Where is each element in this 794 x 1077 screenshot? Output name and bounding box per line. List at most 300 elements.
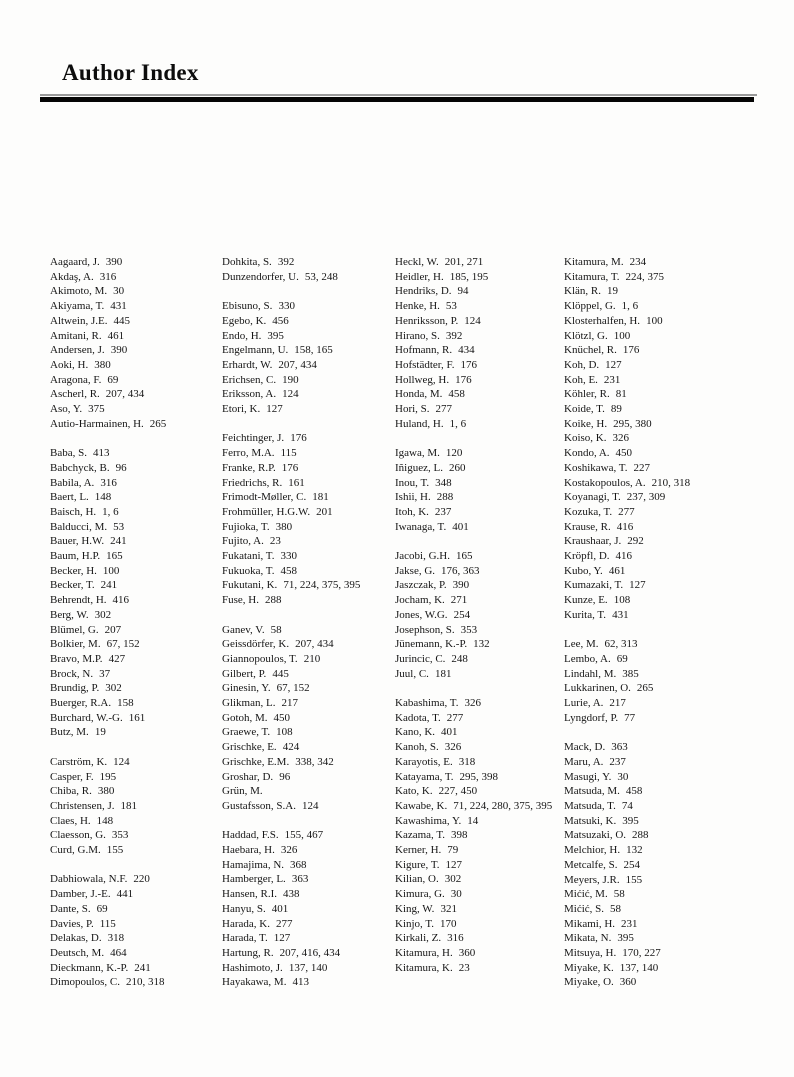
- author-entry: [395, 667, 571, 682]
- author-pages: 37: [99, 667, 111, 680]
- author-entry: [222, 564, 398, 579]
- author-name: Franke, R.P.: [222, 461, 276, 474]
- author-pages: 330: [278, 300, 295, 313]
- author-pages: 58: [610, 902, 622, 915]
- author-pages: 201, 271: [444, 256, 484, 268]
- author-name: Erhardt, W.: [222, 358, 273, 371]
- author-entry: [564, 431, 756, 446]
- author-name: Metcalfe, S.: [564, 858, 618, 871]
- author-entry: [222, 931, 398, 946]
- author-pages: 318: [458, 755, 476, 768]
- author-entry: [564, 681, 756, 696]
- author-entry: [50, 358, 226, 373]
- author-name: Masugi, Y.: [564, 770, 612, 783]
- author-entry: [395, 461, 571, 476]
- author-entry: [395, 799, 571, 814]
- author-pages: 375: [88, 403, 105, 416]
- author-entry: [222, 343, 398, 358]
- author-name: Akimoto, M.: [50, 285, 108, 298]
- author-name: Hollweg, H.: [395, 373, 450, 386]
- author-pages: 96: [279, 770, 291, 783]
- author-pages: 302: [105, 682, 122, 695]
- author-name: Ishii, H.: [395, 491, 431, 504]
- author-name: Glikman, L.: [222, 697, 276, 710]
- author-name: Carström, K.: [50, 755, 108, 768]
- author-pages: 71, 224, 280, 375, 395: [453, 799, 553, 812]
- author-pages: 424: [282, 741, 300, 754]
- author-entry: [50, 961, 226, 976]
- author-entry: [395, 490, 571, 505]
- author-entry: [50, 608, 226, 623]
- author-pages: 321: [440, 902, 457, 915]
- author-name: Buerger, R.A.: [50, 697, 112, 710]
- author-pages: 401: [441, 726, 458, 739]
- author-name: Brock, N.: [50, 667, 94, 680]
- author-pages: 62, 313: [604, 638, 638, 651]
- author-pages: 390: [110, 344, 128, 357]
- author-name: Egebo, K.: [222, 314, 267, 327]
- author-entry: [564, 931, 756, 946]
- author-name: Hori, S.: [395, 403, 430, 416]
- author-pages: 217: [609, 697, 626, 710]
- author-pages: 23: [458, 961, 470, 974]
- author-pages: 277: [435, 403, 453, 416]
- author-entry: [564, 902, 756, 917]
- author-name: Frimodt-Møller, C.: [222, 491, 307, 504]
- author-name: Haddad, F.S.: [222, 829, 279, 842]
- author-pages: 19: [606, 285, 618, 298]
- author-name: Bolkier, M.: [50, 638, 101, 651]
- author-pages: 348: [435, 476, 452, 489]
- author-pages: 295, 398: [459, 770, 499, 783]
- author-entry: [222, 461, 398, 476]
- author-pages: 395: [267, 329, 284, 342]
- author-entry: [564, 873, 756, 888]
- author-pages: 137, 140: [619, 961, 659, 974]
- header-rule-thin: [40, 94, 757, 96]
- author-name: Koide, T.: [564, 403, 605, 416]
- author-name: Dante, S.: [50, 902, 91, 915]
- author-pages: 74: [621, 799, 633, 812]
- author-entry: [50, 402, 226, 417]
- author-entry: [395, 740, 571, 755]
- author-entry: [564, 608, 756, 623]
- author-entry: [222, 387, 398, 402]
- author-entry: [50, 828, 226, 843]
- author-pages: 161: [288, 476, 305, 489]
- author-pages: 210, 318: [651, 476, 691, 489]
- author-name: Kozuka, T.: [564, 505, 613, 518]
- author-name: Ganev, V.: [222, 623, 265, 636]
- author-entry: [395, 343, 571, 358]
- author-name: Fukuoka, T.: [222, 564, 275, 577]
- author-name: Heidler, H.: [395, 270, 444, 283]
- author-pages: 124: [301, 799, 319, 812]
- index-column-2: [222, 255, 398, 990]
- author-name: Klöppel, G.: [564, 300, 616, 313]
- author-name: Iñiguez, L.: [395, 461, 443, 474]
- author-group: [50, 255, 226, 431]
- author-name: Frohmüller, H.G.W.: [222, 505, 311, 518]
- author-entry: [50, 255, 226, 270]
- author-pages: 464: [110, 947, 127, 959]
- author-entry: [564, 828, 756, 843]
- author-pages: 137, 140: [288, 961, 328, 974]
- author-group: [395, 255, 571, 431]
- author-pages: 401: [452, 520, 469, 533]
- author-pages: 302: [94, 608, 112, 621]
- author-pages: 254: [453, 608, 471, 621]
- author-entry: [222, 828, 398, 843]
- author-entry: [222, 402, 398, 417]
- author-name: Juul, C.: [395, 667, 429, 680]
- author-name: Akdaş, A.: [50, 270, 94, 283]
- author-name: Hamberger, L.: [222, 873, 286, 886]
- author-pages: 237, 309: [626, 491, 666, 504]
- author-entry: [395, 387, 571, 402]
- author-name: Kinjo, T.: [395, 917, 435, 930]
- author-pages: 395: [622, 814, 639, 827]
- author-pages: 170, 227: [622, 947, 661, 960]
- author-entry: [222, 652, 398, 667]
- author-name: Klän, R.: [564, 285, 601, 298]
- author-name: Harada, K.: [222, 917, 270, 930]
- author-name: Maru, A.: [564, 755, 604, 768]
- author-pages: 248: [451, 652, 468, 665]
- author-name: Ascherl, R.: [50, 388, 100, 401]
- author-name: Dabhiowala, N.F.: [50, 873, 128, 886]
- author-name: Koiso, K.: [564, 432, 607, 445]
- author-entry: [50, 843, 226, 858]
- author-entry: [395, 564, 571, 579]
- author-pages: 100: [646, 314, 663, 327]
- author-name: Becker, T.: [50, 579, 95, 592]
- author-name: Jaszczak, P.: [395, 579, 447, 592]
- author-entry: [50, 549, 226, 564]
- author-name: Hayakawa, M.: [222, 976, 287, 989]
- author-entry: [222, 505, 398, 520]
- author-entry: [395, 828, 571, 843]
- author-pages: 241: [100, 579, 118, 592]
- author-entry: [395, 623, 571, 638]
- author-entry: [564, 476, 756, 491]
- author-name: Geissdörfer, K.: [222, 638, 290, 651]
- author-name: Inou, T.: [395, 476, 430, 489]
- author-pages: 53: [445, 300, 457, 313]
- author-pages: 450: [273, 711, 291, 724]
- author-entry: [50, 946, 226, 961]
- author-group: [222, 828, 398, 990]
- author-entry: [50, 461, 226, 476]
- author-entry: [564, 299, 756, 314]
- author-group: [222, 623, 398, 814]
- author-entry: [50, 373, 226, 388]
- author-name: Graewe, T.: [222, 726, 271, 739]
- author-name: Haebara, H.: [222, 844, 275, 857]
- author-entry: [564, 975, 756, 990]
- author-entry: [395, 417, 571, 432]
- author-name: Mićić, S.: [564, 902, 605, 915]
- author-name: Altwein, J.E.: [50, 314, 108, 327]
- author-name: Baum, H.P.: [50, 550, 101, 563]
- author-name: Autio-Harmainen, H.: [50, 417, 144, 430]
- author-entry: [395, 549, 571, 564]
- author-name: Kawashima, Y.: [395, 814, 462, 827]
- author-entry: [395, 270, 571, 285]
- author-entry: [564, 961, 756, 976]
- author-pages: 441: [116, 888, 134, 901]
- page-title: Author Index: [62, 60, 199, 85]
- author-entry: [395, 402, 571, 417]
- author-pages: 438: [283, 888, 300, 901]
- author-name: Eriksson, A.: [222, 388, 277, 401]
- author-pages: 30: [617, 770, 629, 783]
- author-pages: 231: [621, 917, 638, 930]
- author-entry: [222, 887, 398, 902]
- author-name: Heckl, W.: [395, 256, 439, 268]
- author-pages: 161: [128, 711, 146, 724]
- author-name: Köhler, R.: [564, 388, 610, 401]
- author-pages: 227, 450: [438, 785, 478, 798]
- author-name: Kadota, T.: [395, 711, 441, 724]
- author-entry: [564, 814, 756, 829]
- author-entry: [222, 770, 398, 785]
- author-entry: [50, 902, 226, 917]
- author-pages: 288: [436, 491, 454, 504]
- author-name: Blümel, G.: [50, 623, 99, 636]
- author-pages: 207, 434: [105, 388, 145, 401]
- author-pages: 207, 434: [295, 638, 334, 651]
- author-pages: 338, 342: [295, 755, 334, 768]
- author-pages: 458: [448, 388, 465, 401]
- author-pages: 181: [120, 799, 137, 812]
- author-pages: 124: [113, 755, 130, 768]
- author-pages: 401: [271, 902, 289, 915]
- author-entry: [564, 314, 756, 329]
- author-name: Aagaard, J.: [50, 256, 100, 268]
- author-name: Ferro, M.A.: [222, 447, 275, 460]
- author-name: Koh, E.: [564, 373, 598, 386]
- author-group: [564, 637, 756, 725]
- author-pages: 124: [282, 388, 299, 401]
- author-name: Feichtinger, J.: [222, 432, 285, 445]
- author-pages: 77: [624, 711, 636, 724]
- author-pages: 127: [273, 932, 291, 945]
- author-entry: [564, 490, 756, 505]
- author-name: Hofmann, R.: [395, 344, 453, 357]
- author-pages: 288: [632, 829, 649, 842]
- author-pages: 390: [452, 579, 470, 592]
- author-group: [222, 431, 398, 607]
- author-entry: [395, 358, 571, 373]
- author-entry: [564, 270, 756, 285]
- author-name: Giannopoulos, T.: [222, 652, 298, 665]
- author-name: Katayama, T.: [395, 770, 454, 783]
- author-pages: 260: [448, 461, 466, 474]
- author-entry: [222, 431, 398, 446]
- author-name: Aragona, F.: [50, 373, 102, 386]
- author-entry: [564, 358, 756, 373]
- author-name: Matsuda, M.: [564, 785, 620, 798]
- author-name: Lurie, A.: [564, 697, 604, 710]
- author-name: Becker, H.: [50, 564, 97, 577]
- author-entry: [50, 799, 226, 814]
- author-name: Itoh, K.: [395, 505, 429, 518]
- author-entry: [50, 667, 226, 682]
- author-group: [564, 255, 756, 623]
- author-entry: [50, 490, 226, 505]
- author-pages: 220: [133, 873, 150, 886]
- author-name: Lembo, A.: [564, 652, 611, 665]
- author-name: Gilbert, P.: [222, 667, 267, 680]
- author-entry: [222, 314, 398, 329]
- author-entry: [50, 637, 226, 652]
- author-pages: 288: [264, 594, 282, 607]
- author-name: Baisch, H.: [50, 505, 97, 518]
- author-pages: 176: [622, 344, 640, 357]
- author-entry: [222, 784, 398, 799]
- author-name: Koyanagi, T.: [564, 491, 621, 504]
- author-entry: [222, 329, 398, 344]
- author-entry: [564, 917, 756, 932]
- author-name: Bauer, H.W.: [50, 535, 105, 548]
- author-name: Iwanaga, T.: [395, 520, 447, 533]
- author-entry: [222, 270, 398, 285]
- author-pages: 176, 363: [441, 564, 480, 577]
- author-entry: [564, 637, 756, 652]
- author-name: Kerner, H.: [395, 844, 442, 857]
- author-name: Matsuki, K.: [564, 814, 617, 827]
- author-entry: [50, 755, 226, 770]
- author-name: Miyake, O.: [564, 976, 614, 989]
- author-pages: 158, 165: [294, 344, 333, 357]
- author-pages: 176: [290, 432, 307, 445]
- author-entry: [395, 902, 571, 917]
- author-name: Dunzendorfer, U.: [222, 270, 299, 283]
- author-entry: [564, 711, 756, 726]
- author-entry: [222, 476, 398, 491]
- author-entry: [222, 961, 398, 976]
- author-name: Berg, W.: [50, 608, 89, 621]
- author-pages: 302: [444, 873, 462, 886]
- author-name: Erichsen, C.: [222, 373, 277, 386]
- author-pages: 385: [622, 667, 639, 680]
- author-entry: [395, 770, 571, 785]
- author-name: Hashimoto, J.: [222, 961, 283, 974]
- author-entry: [564, 667, 756, 682]
- author-name: Lindahl, M.: [564, 667, 617, 680]
- author-pages: 165: [456, 550, 473, 563]
- author-name: Mićić, M.: [564, 888, 608, 901]
- author-name: Casper, F.: [50, 770, 94, 783]
- author-pages: 277: [275, 917, 293, 930]
- author-name: Kato, K.: [395, 785, 433, 798]
- author-entry: [222, 711, 398, 726]
- author-entry: [50, 417, 226, 432]
- author-entry: [222, 578, 398, 593]
- author-pages: 353: [460, 623, 478, 636]
- author-entry: [395, 299, 571, 314]
- author-pages: 181: [434, 667, 452, 680]
- author-pages: 155: [625, 873, 643, 886]
- author-name: Kunze, E.: [564, 594, 608, 607]
- author-name: Kitamura, K.: [395, 961, 453, 974]
- author-pages: 461: [107, 329, 125, 342]
- author-name: Kirkali, Z.: [395, 932, 442, 945]
- author-pages: 195: [99, 770, 117, 783]
- author-entry: [50, 284, 226, 299]
- author-pages: 330: [280, 550, 297, 563]
- author-name: Balducci, M.: [50, 520, 108, 533]
- author-name: Gotoh, M.: [222, 711, 268, 724]
- author-pages: 158: [117, 697, 134, 710]
- header-rule-thick: [40, 97, 754, 102]
- author-pages: 155: [106, 844, 124, 857]
- author-name: Damber, J.-E.: [50, 888, 111, 901]
- author-group: [50, 872, 226, 990]
- author-entry: [222, 373, 398, 388]
- author-name: Kigure, T.: [395, 858, 440, 871]
- author-name: Fukutani, K.: [222, 579, 278, 592]
- author-pages: 207, 416, 434: [279, 946, 341, 959]
- author-name: Akiyama, T.: [50, 300, 105, 313]
- author-entry: [564, 402, 756, 417]
- author-entry: [222, 255, 398, 270]
- author-entry: [222, 725, 398, 740]
- author-entry: [395, 755, 571, 770]
- author-name: Klosterhalfen, H.: [564, 314, 641, 327]
- author-pages: 227: [633, 461, 650, 474]
- author-pages: 96: [115, 461, 127, 474]
- author-name: Dimopoulos, C.: [50, 976, 120, 989]
- author-name: Dieckmann, K.-P.: [50, 961, 129, 974]
- author-pages: 458: [625, 785, 643, 798]
- author-entry: [222, 534, 398, 549]
- author-pages: 148: [96, 814, 114, 827]
- author-pages: 416: [112, 594, 130, 607]
- author-pages: 368: [290, 858, 307, 871]
- author-name: Klötzl, G.: [564, 329, 608, 342]
- author-entry: [50, 696, 226, 711]
- author-name: Fujioka, T.: [222, 520, 270, 533]
- author-name: Kumazaki, T.: [564, 579, 624, 592]
- author-name: Deutsch, M.: [50, 947, 105, 959]
- author-name: Behrendt, H.: [50, 594, 107, 607]
- author-name: Fukatani, T.: [222, 550, 275, 563]
- author-entry: [222, 843, 398, 858]
- author-name: Meyers, J.R.: [564, 873, 620, 886]
- author-pages: 456: [272, 314, 289, 327]
- author-entry: [222, 446, 398, 461]
- author-name: Kitamura, H.: [395, 947, 453, 959]
- author-name: Grün, M.: [222, 785, 263, 798]
- author-pages: 326: [612, 432, 629, 445]
- author-entry: [50, 343, 226, 358]
- author-pages: 217: [281, 697, 298, 710]
- author-entry: [50, 578, 226, 593]
- author-name: Huland, H.: [395, 417, 444, 430]
- author-name: Kostakopoulos, A.: [564, 476, 646, 489]
- author-entry: [395, 578, 571, 593]
- author-pages: 234: [629, 256, 647, 268]
- author-pages: 115: [280, 447, 297, 460]
- author-entry: [564, 593, 756, 608]
- author-name: Ebisuno, S.: [222, 300, 273, 313]
- author-entry: [395, 931, 571, 946]
- author-name: Grischke, E.M.: [222, 755, 290, 768]
- author-name: Melchior, H.: [564, 844, 621, 857]
- author-pages: 277: [446, 711, 464, 724]
